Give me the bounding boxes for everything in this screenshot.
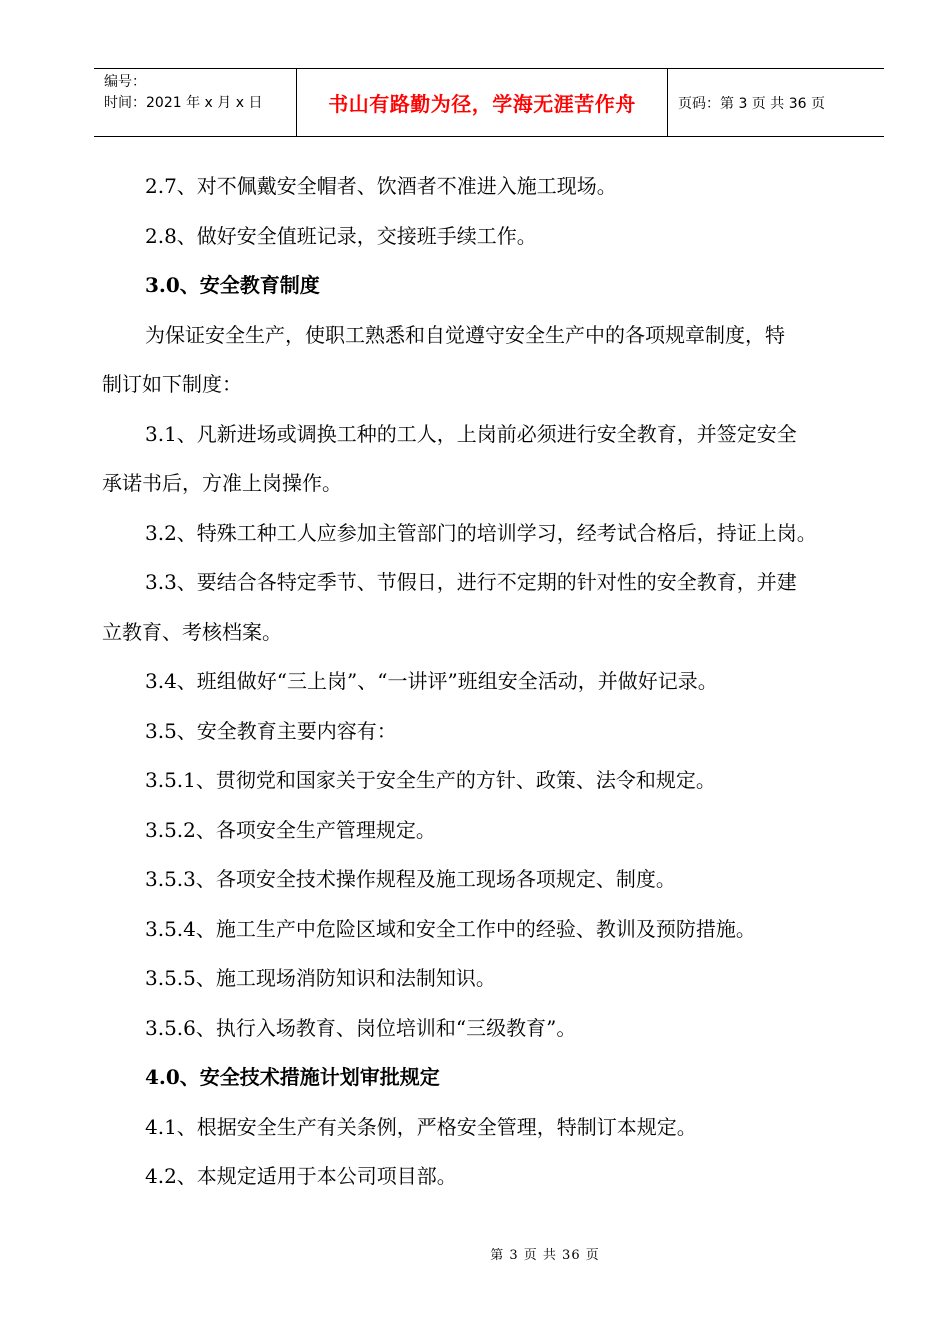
- paragraph-3-5-3: 3.5.3、各项安全技术操作规程及施工现场各项规定、制度。: [145, 867, 676, 891]
- paragraph-4-2: 4.2、本规定适用于本公司项目部。: [145, 1164, 457, 1188]
- paragraph-3-5-2: 3.5.2、各项安全生产管理规定。: [145, 817, 436, 842]
- paragraph-3-4: 3.4、班组做好“三上岗”、“一讲评”班组安全活动，并做好记录。: [145, 669, 718, 693]
- paragraph-3-5-5: 3.5.5、施工现场消防知识和法制知识。: [145, 966, 496, 990]
- paragraph-intro-line1: 为保证安全生产，使职工熟悉和自觉遵守安全生产中的各项规章制度，特: [145, 322, 785, 347]
- serial-number-label: 编号：: [104, 74, 146, 90]
- header-motto: 书山有路勤为径，学海无涯苦作舟: [328, 92, 636, 116]
- paragraph-3-2: 3.2、特殊工种工人应参加主管部门的培训学习，经考试合格后，持证上岗。: [145, 520, 817, 545]
- page-info: 页码：第 3 页 共 36 页: [678, 95, 825, 112]
- footer-page-number: 第 3 页 共 36 页: [490, 1248, 600, 1263]
- paragraph-3-1-line2: 承诺书后，方准上岗操作。: [102, 471, 342, 495]
- header-middle-cell: [296, 69, 668, 136]
- document-header: [94, 68, 884, 137]
- paragraph-3-5-4: 3.5.4、施工生产中危险区域和安全工作中的经验、教训及预防措施。: [145, 916, 756, 941]
- paragraph-3-1-line1: 3.1、凡新进场或调换工种的工人，上岗前必须进行安全教育，并签定安全: [145, 421, 797, 446]
- date-label: 时间：2021 年 x 月 x 日: [104, 95, 263, 111]
- paragraph-4-1: 4.1、根据安全生产有关条例，严格安全管理，特制订本规定。: [145, 1114, 697, 1139]
- section-heading-3-0: 3.0、安全教育制度: [145, 273, 320, 297]
- paragraph-2-7: 2.7、对不佩戴安全帽者、饮酒者不准进入施工现场。: [145, 174, 617, 198]
- paragraph-3-5-6: 3.5.6、执行入场教育、岗位培训和“三级教育”。: [145, 1015, 577, 1040]
- header-left-cell: [94, 69, 296, 136]
- paragraph-3-3-line1: 3.3、要结合各特定季节、节假日，进行不定期的针对性的安全教育，并建: [145, 570, 797, 594]
- paragraph-3-5-1: 3.5.1、贯彻党和国家关于安全生产的方针、政策、法令和规定。: [145, 768, 716, 792]
- section-heading-4-0: 4.0、安全技术措施计划审批规定: [145, 1065, 440, 1089]
- page-footer: [0, 1244, 950, 1263]
- paragraph-3-5: 3.5、安全教育主要内容有：: [145, 718, 397, 743]
- document-body: [102, 162, 882, 1202]
- paragraph-intro-line2: 制订如下制度：: [102, 372, 242, 396]
- header-right-cell: [668, 69, 884, 136]
- paragraph-2-8: 2.8、做好安全值班记录，交接班手续工作。: [145, 223, 537, 248]
- paragraph-3-3-line2: 立教育、考核档案。: [102, 619, 282, 644]
